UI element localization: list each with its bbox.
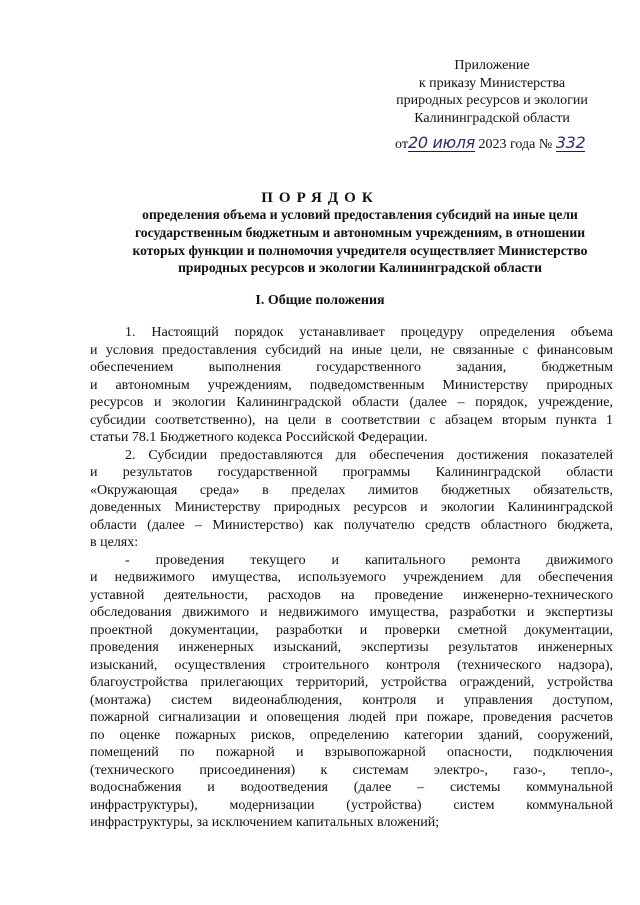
order-year-text: 2023 года № xyxy=(478,137,553,152)
paragraph-line: 2. Субсидии предоставляются для обеспечения достижения показателей xyxy=(125,447,613,463)
paragraph-line: в целях: xyxy=(90,535,139,550)
paragraph-line: инфраструктуры), модернизации (устройства) систем коммунальной xyxy=(90,797,613,813)
paragraph-line: (монтажа) систем видеонаблюдения, контроля и управления доступом, xyxy=(90,692,613,708)
paragraph-line: обследования движимого и недвижимого имущества, разработки и экспертизы xyxy=(90,605,613,620)
paragraph-line: инфраструктуры, за исключением капитальных вложений; xyxy=(90,815,440,830)
paragraph-line: благоустройства прилегающих территорий, устройства ограждений, устройства xyxy=(90,675,613,690)
order-number-handwritten: 332 xyxy=(555,133,586,152)
subtitle-line: природных ресурсов и экологии Калининградской области xyxy=(178,260,542,276)
paragraph-line: уставной деятельности, расходов на проведение инженерно-технического xyxy=(90,587,613,603)
order-prefix: от xyxy=(395,137,408,152)
subtitle-line: определения объема и условий предоставления субсидий на иные цели xyxy=(142,207,578,222)
appendix-line: Калининградской области xyxy=(414,110,570,126)
document-body xyxy=(90,324,613,832)
paragraph-line: субсидии соответственно), на цели в соответствии с абзацем вторым пункта 1 xyxy=(90,412,613,428)
paragraph-line: по оценке пожарных рисков, определению категории зданий, сооружений, xyxy=(90,727,613,743)
paragraph-line: (технического присоединения) к системам электро-, газо-, тепло-, xyxy=(90,762,613,778)
order-reference xyxy=(395,135,585,154)
paragraph-line: пожарной сигнализации и оповещения людей при пожаре, проведения расчетов xyxy=(90,710,613,725)
subtitle-line: государственным бюджетным и автономным учреждениям, в отношении xyxy=(134,224,586,240)
paragraph-line: помещений по пожарной и взрывопожарной опасности, подключения xyxy=(90,745,613,760)
paragraph-line: проектной документации, разработки и проверки сметной документации, xyxy=(90,622,613,638)
paragraph-line: и недвижимого имущества, используемого учреждением для обеспечения xyxy=(90,570,613,585)
appendix-header xyxy=(372,57,612,127)
paragraph-line: области (далее – Министерство) как получателю средств областного бюджета, xyxy=(90,517,613,533)
appendix-line: к приказу Министерства xyxy=(418,75,566,91)
section-heading: I. Общие положения xyxy=(255,293,385,308)
paragraph-line: 1. Настоящий порядок устанавливает процедуру определения объема xyxy=(125,325,613,340)
list-item-line: - проведения текущего и капитального ремонта движимого xyxy=(125,552,613,568)
paragraph-line: «Окружающая среда» в пределах лимитов бюджетных обязательств, xyxy=(90,482,613,498)
appendix-line: природных ресурсов и экологии xyxy=(396,93,588,108)
paragraph-line: статьи 78.1 Бюджетного кодекса Российской Федерации. xyxy=(90,430,428,445)
paragraph-line: и автономным учреждениям, подведомственным Министерству природных xyxy=(90,377,613,393)
paragraph-line: водоснабжения и водоотведения (далее – системы коммунальной xyxy=(90,780,613,795)
appendix-line: Приложение xyxy=(454,58,530,73)
subtitle-line: которых функции и полномочия учредителя осуществляет Министерство xyxy=(132,242,588,258)
paragraph-line: ресурсов и экологии Калининградской области (далее – порядок, учреждение, xyxy=(90,395,613,410)
paragraph-line: изысканий, осуществления строительного контроля (технического надзора), xyxy=(90,657,613,673)
order-date-handwritten: 20 июля xyxy=(407,133,476,152)
document-subtitle xyxy=(120,206,600,277)
paragraph-line: доведенных Министерству природных ресурсов и экологии Калининградской xyxy=(90,500,613,515)
paragraph-line: обеспечением выполнения государственного задания, бюджетным xyxy=(90,360,613,375)
paragraph-line: проведения инженерных изысканий, экспертизы результатов инженерных xyxy=(90,640,613,655)
document-title: ПОРЯДОК xyxy=(261,190,379,206)
paragraph-line: и результатов государственной программы Калининградской области xyxy=(90,465,613,480)
paragraph-line: и условия предоставления субсидий на иные цели, не связанные с финансовым xyxy=(90,342,613,358)
